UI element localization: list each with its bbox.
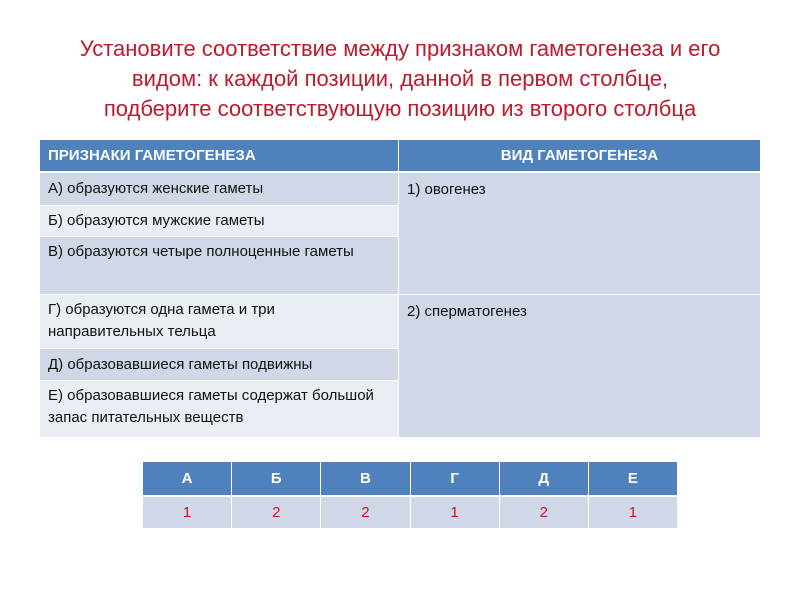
answer-value-e: 1 [588, 496, 677, 528]
header-signs: ПРИЗНАКИ ГАМЕТОГЕНЕЗА [40, 140, 399, 173]
type-oogenesis: 1) овогенез [399, 173, 760, 295]
type-spermatogenesis: 2) сперматогенез [399, 295, 760, 438]
answer-value-g: 1 [410, 496, 499, 528]
sign-row-g: Г) образуются одна гамета и три направительных тельца [40, 295, 399, 349]
answer-header-row [143, 462, 677, 496]
sign-row-d: Д) образовавшиеся гаметы подвижны [40, 349, 399, 381]
answer-header-g: Г [410, 462, 499, 496]
answer-value-b: 2 [232, 496, 321, 528]
sign-row-b: Б) образуются мужские гаметы [40, 206, 399, 237]
sign-row-e: Е) образовавшиеся гаметы содержат большой запас питательных веществ [40, 381, 399, 438]
answer-header-e: Е [588, 462, 677, 496]
answer-value-d: 2 [499, 496, 588, 528]
header-types: ВИД ГАМЕТОГЕНЕЗА [399, 140, 760, 173]
answer-value-row [143, 496, 677, 528]
task-title-line-2: видом: к каждой позиции, данной в первом столбце, [131, 66, 669, 91]
task-title-line-1: Установите соответствие между признаком гаметогенеза и его [79, 36, 721, 61]
matching-table [40, 140, 760, 438]
answer-header-a: А [143, 462, 232, 496]
answer-header-b: Б [232, 462, 321, 496]
answer-value-v: 2 [321, 496, 410, 528]
sign-row-v: В) образуются четыре полноценные гаметы [40, 237, 399, 295]
answer-table [143, 462, 677, 528]
answer-header-v: В [321, 462, 410, 496]
answer-header-d: Д [499, 462, 588, 496]
task-title [40, 34, 760, 124]
task-title-line-3: подберите соответствующую позицию из второго столбца [103, 96, 697, 121]
answer-value-a: 1 [143, 496, 232, 528]
sign-row-a: А) образуются женские гаметы [40, 173, 399, 206]
